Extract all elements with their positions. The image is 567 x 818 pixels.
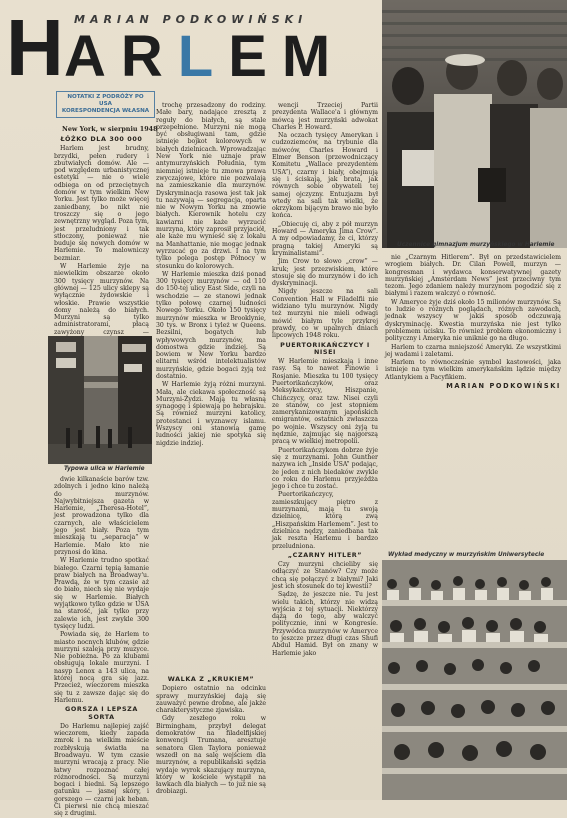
photo-street — [48, 336, 152, 464]
paragraph: W Harlemie mieszka dziś ponad 300 tysięcy murzynów — od 110 do 150-tej ulicy East Side, czyli na wschodzie — ze stanowi jednak tylko połowę czarnej ludności Nowego Yorku. Około 150 tysięcy murzynów mieszka w Brooklynie, 30 tys. w Bronx i tyleż w Queens. Bezsilni, bogatych lub wpływowych murzynów, ma domostwa gdzie indziej. Są bowiem w New Yorku bardzo elitarni wśród intelektualistów murzyńskie, gdzie bogaci żyją też dostatnio. — [156, 270, 266, 380]
paragraph: trochę przesadzony do rodziny. Małe bary, nadające zresztą z reguły do białych, są stale przepełnione. Murzyni nie mogą być obsługiwani tam, gdzie istnieje bojkot kolorowych w białych dzielnicach. Wprowadzając New York nie uznaje praw antymurzyńskich Południa, tym niemniej istnieje tu zmowa prawa zwyczajowe, które nie pozwalają na zamieszkanie dla murzynów. Dyskryminacja rasowa jest tak jak tu nazywają — segregacja, oparta nie w Nowym Yorku na zmowie białych. Kierownik hotelu czy kawiarni nie każe wyrzucić murzyna, który zaprosił przyjaciół, ale każe mu wynieść się z lokalu na Manhattanie, nie mogąc jednak wyrzucać go za drzwi. I na tym tylko polega postęp Północy w stosunku do kolorowych. — [156, 102, 266, 270]
paragraph: W Harlemie mieszkają i inne rasy. Są to nawet Finowie i Rosjanie. Mieszka tu 100 tysięcy Puertorikańczyków, oraz Meksykańczycy, Hiszpanie, Chińczycy, oraz tzw. Nisei czyli ze stanów, co jest stopniem zamerykanizowanym japońskich emigrantów, ostatnich zwłaszcza po wojnie. Wszyscy oni żyją tu nędznie, zajmując się najgorszą pracą w wielkiej metropolii. — [272, 358, 378, 446]
title-letter: M — [281, 24, 346, 89]
section-heading: PUERTORIKAŃCZYCY I NISEI — [280, 340, 370, 356]
students-photo-image — [382, 0, 567, 248]
title-letter-highlight: L — [177, 24, 229, 89]
paragraph: „Obiecuję ci, aby z pół murzyn Howard — Ameryka Jima Crow”. A my odpowiadamy, że ci, którzy pragną takiej Ameryki są kryminalistami”. — [272, 220, 378, 257]
lecture-photo-image — [382, 560, 567, 800]
paragraph: Powiada się, że Harlem to miasto nocnych klubów, gdzie murzyni szaleją przy muzyce. Nie pobieżna. Po za klubami obsługują lokale murzyni. I nasyp Lenox a 143 ulica, na której nocą gra się jazz. Przecież, wieczorem mieszka się tu z zawsze dając się do Harlemu. — [54, 631, 149, 704]
paragraph: Na oczach tysięcy Amerykan i cudzoziemców, na trybunie dla mówców, Charles Howard i Elmer Benson (przewodniczący Komitetu „Wallace prezydentem USA”), czarny i biały, obejmują się i ściskają, jak brata, jak równych sobie obywateli tej samej ojczyzny. Entuzjazm był wtedy na sali tak wielki, że okrzykom bijącym brawo nie było końca. — [272, 132, 378, 220]
paragraph: Sądzę, że jeszcze nie. Tu jest wielu takich, którzy nie widzą wyjścia z tej sytuacji. Niektórzy dążą do tego, aby walczyć politycznie, inni w Kongresie. Przywódca murzynów w Ameryce to jeszcze przez długi czas Shufi Abdul Hamid. Był on znany w Harlemie jako — [272, 591, 378, 657]
paragraph: Dopiero ostatnio na odcinku sprawy murzyńskiej dają się zauważyć pewne drobne, ale jakże charakterystyczne zjawiska. — [156, 685, 266, 715]
column-2-top — [156, 102, 266, 672]
section-heading: ŁÓŻKO DLA 300 000 — [60, 135, 143, 143]
paragraph: Puertorikańczykom dobrze żyje się z murzynami. John Gunther nazywa ich „Inside USA” podając, że jeden z nich biedaków zwykle co roku do Harlemu przyjeżdża jego i chce tu zostać. — [272, 446, 378, 491]
subtitle-line: KORESPONDENCJA WŁASNA — [61, 108, 150, 114]
paragraph: nie „Czarnym Hitlerem”. Był on przedstawicielem wrogiem białych. Dr. Cilan Powell, murzyn — kongresman i wydawca konserwatywnej gazety murzyńskiej „Amsterdam News” jest przeciwny tym tezom. Jego zdaniem należy murzynom pogodzić się z białymi i razem walczyć o równość. — [385, 254, 561, 298]
title-letter: R — [120, 24, 178, 89]
column-4 — [385, 254, 561, 548]
title-initial: H — [6, 3, 64, 92]
section-heading: WALKA Z „KRUKIEM” — [167, 675, 255, 683]
column-3 — [272, 102, 378, 798]
article-signature: MARIAN PODKOWIŃSKI — [446, 382, 561, 391]
subtitle-box — [56, 91, 155, 118]
subtitle-line: NOTATKI Z PODRÓŻY PO USA — [67, 94, 144, 107]
section-heading: GORSZA I LEPSZA SORTA — [65, 705, 138, 721]
paragraph: Nigdy jeszcze na sali Convention Hall w Filadelfii nie widziano tylu murzynów. Nigdy też murzyni nie mieli odwagi mówić białym tyle przykrej prawdy, co w upalnych dniach lipcowych 1948 roku. — [272, 288, 378, 340]
street-photo-image — [48, 336, 152, 464]
photo-students — [382, 0, 567, 248]
photo-caption-street: Typowa ulica w Harlemie — [64, 466, 145, 472]
paragraph: Puertorikańczycy, zamieszkujący piętro z murzynami, mają tu swoją dzielnicę, którą zwą „Hiszpańskim Harlemem”. Jest to dzielnica nędzy, zaniedbana tak jak reszta Harlemu i bardzo przeludniona. — [272, 491, 378, 550]
column-2-bottom — [156, 674, 266, 798]
paragraph: W Harlemie żyje na niewielkim obszarze około 300 tysięcy murzynów. Na głównej — 125 ulicy sklepy są wyłącznie żydowskie i włoskie. Prawie wszystkie domy należą do białych. Murzyni są tylko administratorami, płacą zawyżony czynsz — — [54, 263, 149, 336]
paragraph: dwie kilkanaście barów tzw. zdolnych i jedno kino należą do murzynów. Najwybitniejsza gazeta w Harlemie, „Theresa-Hotel”, jest prowadzona tylko dla czarnych, ale właścicielem jego jest biały. Poza tym mieszkają tu „separacja” w Harlemie. Mało kto nie przynosi do kina. — [54, 476, 149, 556]
paragraph: W Ameryce żyje dziś około 15 milionów murzynów. Są to ludzie o różnych poglądach, różnych zawodach, jednak wszyscy w jakiś sposób odczuwają dyskryminację. Kwestia murzyńska nie jest tylko problemem ucisku. To również problem ekonomiczny i polityczny i Ameryka nie uniknie go na długo. — [385, 298, 561, 343]
paragraph: W Harlemie trudno spotkać białego. Czarni tępią łamanie praw białych na Broadway'u. Prawdą, że w tym czasie aż do biało, niech się nie wydaje się w Harlemie. Białych wyjątkowo tylko gdzie w USA na starość, jak tylko przy zalewie ich, jest zwykle 300 tysięcy ludzi. — [54, 557, 149, 630]
paragraph: Czy murzyni chcieliby się odłączyć ze Stanów? Czy może chcą się połączyć z białymi? Jaki jest ich stosunek do tej kwestii? — [272, 561, 378, 590]
column-1-bottom — [54, 476, 149, 818]
page-title — [64, 24, 346, 89]
title-letter: A — [64, 24, 121, 89]
column-1-top — [54, 134, 149, 334]
paragraph: Do Harlemu najlepiej zajść wieczorem, kiedy zapada zmrok i na wielkim mieście rozbłyskują światła na Broadwayu. W tym czasie murzyni wracają z pracy. Nie łatwy rozpoznać całej różnorodności. Są murzyni bogaci i biedni. Są lepszego gatunku — jasnej skóry, i gorszego — czarni jak heban. Ci pierwsi nie chcą mieszać się z drugimi. — [54, 722, 149, 818]
author-name: MARIAN PODKOWIŃSKI — [74, 13, 308, 26]
paragraph: Jim Crow to slowo „crow” — kruk; jest przezwiskiem, które stosuje się do murzynów i do ich dyskryminacji. — [272, 258, 378, 288]
paragraph: wencji Trzeciej Partii prezydenta Wallace'a i głównym mówcą jest murzyński adwokat Charles P. Howard. — [272, 102, 378, 131]
photo-caption-students: Uczennice gimnazjum murzyńskiego w Harlemie — [397, 242, 555, 248]
paragraph: Harlem jest brudny, brzydki, pełen rudery i zbutwiałych domów. Ale — pod względem urbanistycznej estetyki — nie o wiele odbiega on od przeciętnych domów w tym wielkim New Yorku. Jest tylko może więcej zaniedbany, bo nikt nie troszczy się o jego zewnętrzny wygląd. Poza tym, jest przeludniony i tak stłoczony, ponieważ nie buduje się nowych domów w Harlemie. To malowniczy bezmiar. — [54, 145, 149, 262]
dateline: New York, w sierpniu 1948 — [62, 125, 158, 133]
paragraph: Harlem to czarna mniejszość Ameryki. Ze wszystkimi jej wadami i zaletami. — [385, 343, 561, 358]
paragraph: Harlem to równocześnie symbol kastowości, jaka istnieje na tym wielkim amerykańskim lądzie między Atlantykiem a Pacyfikiem. — [385, 359, 561, 381]
section-heading: „CZARNY HITLER” — [287, 550, 363, 559]
photo-caption-lecture: Wykład medyczny w murzyńskim Uniwersytecie — [388, 552, 545, 558]
paragraph: Gdy zeszłego roku w Birmingham, przybył delegat demokratów na filadelfijskiej konwencji Trumana, aresztuje senatora Glen Taylora ponieważ wszedł on na salę wejściem dla murzynów, a republikański sędzia wydaje wyrok skazujący murzyna, który w kościele wystąpił na ławkach dla białych — to już nie są drobiazgi. — [156, 715, 266, 796]
title-letter: E — [228, 24, 282, 89]
paragraph: W Harlemie żyją różni murzyni. Mała, ale ciekawa społeczność są Murzyni-Żydzi. Mają tu własną synagogę i śpiewają po hebrajsku. Są również murzyni katolicy, protestanci i wyznawcy islamu. Wszyscy oni stanowią gamę ludności jakiej nie spotyka się nigdzie indziej. — [156, 381, 266, 447]
photo-lecture — [382, 560, 567, 800]
